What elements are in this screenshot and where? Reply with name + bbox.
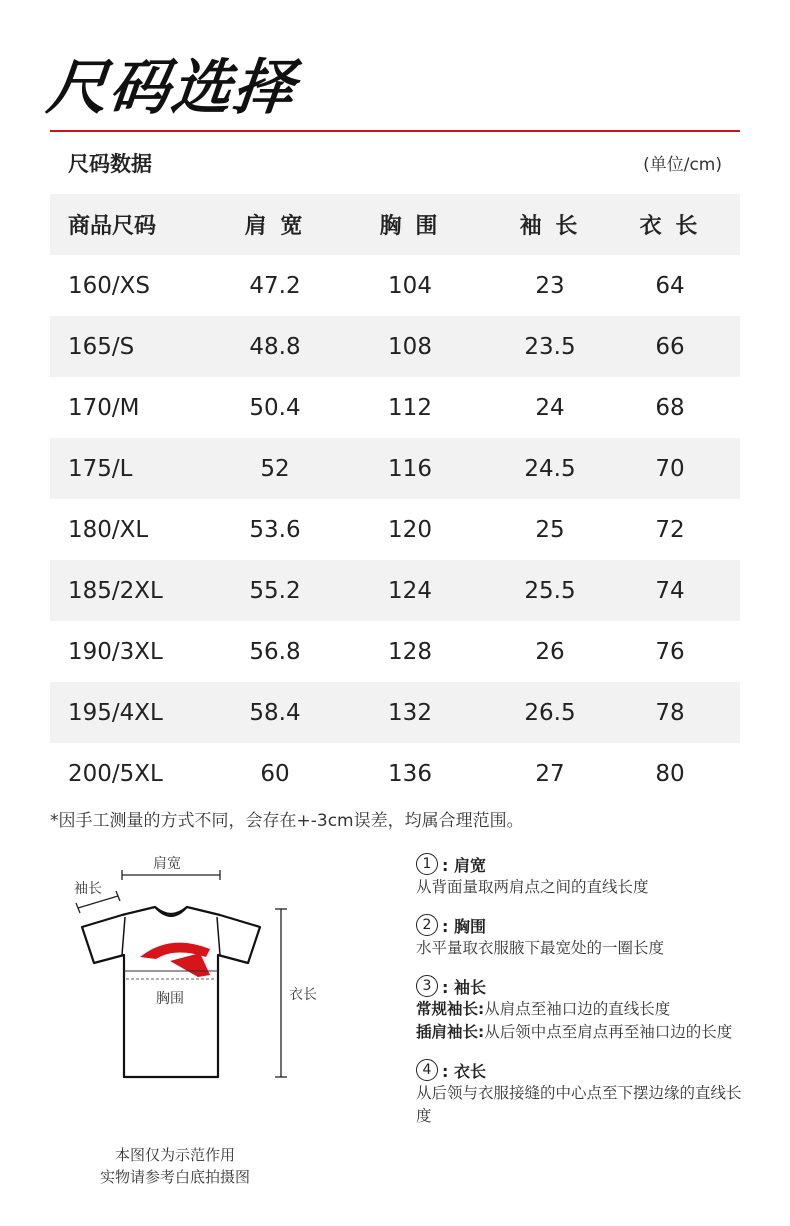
definition-shoulder (416, 852, 746, 899)
table-row (50, 438, 740, 499)
table-row (50, 499, 740, 560)
cell-length: 80 (655, 760, 685, 787)
cell-sleeve: 26 (535, 638, 565, 665)
definition-text: 水平量取衣服腋下最宽处的一圈长度 (416, 939, 665, 957)
definition-title: : 衣长 (442, 1061, 486, 1081)
cell-sleeve: 25 (535, 516, 565, 543)
cell-sleeve: 24.5 (524, 455, 576, 482)
cell-shoulder: 60 (260, 760, 290, 787)
cell-length: 72 (655, 516, 685, 543)
definition-chest (416, 913, 746, 960)
cell-sleeve: 23 (535, 272, 565, 299)
diagram-caption (60, 1144, 290, 1188)
cell-length: 70 (655, 455, 685, 482)
definition-text: 从后领中点至肩点再至袖口边的长度 (484, 1023, 733, 1041)
cell-shoulder: 48.8 (249, 333, 301, 360)
cell-length: 76 (655, 638, 685, 665)
sleeve-label: 袖长 (74, 881, 102, 897)
cell-sleeve: 27 (535, 760, 565, 787)
header-sleeve: 袖 长 (519, 214, 581, 239)
size-table (50, 194, 740, 804)
table-row (50, 743, 740, 804)
cell-chest: 136 (388, 760, 432, 787)
cell-size: 190/3XL (68, 638, 163, 665)
table-row (50, 621, 740, 682)
unit-label: (单位/cm) (643, 155, 722, 175)
cell-size: 170/M (68, 394, 140, 421)
cell-size: 160/XS (68, 272, 151, 299)
cell-sleeve: 25.5 (524, 577, 576, 604)
cell-chest: 116 (388, 455, 432, 482)
cell-size: 180/XL (68, 516, 149, 543)
section-label: 尺码数据 (68, 152, 152, 176)
cell-sleeve: 23.5 (524, 333, 576, 360)
cell-size: 200/5XL (68, 760, 163, 787)
cell-chest: 128 (388, 638, 432, 665)
shoulder-label: 肩宽 (153, 856, 181, 872)
cell-sleeve: 24 (535, 394, 565, 421)
cell-size: 185/2XL (68, 577, 163, 604)
header-size: 商品尺码 (68, 214, 157, 239)
cell-chest: 120 (388, 516, 432, 543)
circled-number: 4 (416, 1059, 438, 1081)
chest-label: 胸围 (156, 991, 184, 1007)
cell-chest: 124 (388, 577, 432, 604)
table-row (50, 377, 740, 438)
cell-shoulder: 55.2 (249, 577, 301, 604)
cell-shoulder: 56.8 (249, 638, 301, 665)
cell-shoulder: 52 (260, 455, 290, 482)
cell-length: 64 (655, 272, 685, 299)
definition-title: : 肩宽 (442, 855, 486, 875)
cell-sleeve: 26.5 (524, 699, 576, 726)
cell-size: 195/4XL (68, 699, 163, 726)
circled-number: 3 (416, 975, 438, 997)
tshirt-diagram (60, 845, 360, 1095)
cell-chest: 132 (388, 699, 432, 726)
cell-shoulder: 58.4 (249, 699, 301, 726)
cell-chest: 104 (388, 272, 432, 299)
measurement-note: *因手工测量的方式不同，会存在+-3cm误差，均属合理范围。 (50, 811, 524, 831)
cell-size: 175/L (68, 455, 133, 482)
cell-shoulder: 50.4 (249, 394, 301, 421)
circled-number: 1 (416, 853, 438, 875)
definition-title: : 胸围 (442, 916, 486, 936)
table-header-row (50, 194, 740, 255)
cell-chest: 112 (388, 394, 432, 421)
table-row (50, 255, 740, 316)
definition-key: 常规袖长: (416, 1000, 485, 1018)
definition-text: 从背面量取两肩点之间的直线长度 (416, 878, 649, 896)
definition-text: 从后领与衣服接缝的中心点至下摆边缘的直线长度 (416, 1084, 742, 1125)
definition-length (416, 1058, 746, 1128)
header-shoulder: 肩 宽 (244, 214, 306, 239)
caption-line: 本图仅为示范作用 (114, 1146, 235, 1164)
circled-number: 2 (416, 914, 438, 936)
tshirt-illustration (60, 845, 360, 1095)
caption-line: 实物请参考白底拍摄图 (99, 1168, 250, 1186)
definition-text: 从肩点至袖口边的直线长度 (484, 1000, 671, 1018)
header-length: 衣 长 (639, 214, 701, 239)
table-row (50, 560, 740, 621)
measurement-definitions (416, 852, 746, 1142)
cell-length: 68 (655, 394, 685, 421)
cell-length: 78 (655, 699, 685, 726)
cell-length: 66 (655, 333, 685, 360)
cell-shoulder: 47.2 (249, 272, 301, 299)
cell-chest: 108 (388, 333, 432, 360)
cell-length: 74 (655, 577, 685, 604)
cell-size: 165/S (68, 333, 135, 360)
definition-key: 插肩袖长: (416, 1023, 485, 1041)
definition-sleeve (416, 974, 746, 1044)
cell-shoulder: 53.6 (249, 516, 301, 543)
page-title: 尺码选择 (43, 53, 300, 123)
length-label: 衣长 (289, 987, 317, 1003)
table-row (50, 316, 740, 377)
table-row (50, 682, 740, 743)
definition-title: : 袖长 (442, 977, 486, 997)
title-divider (50, 130, 740, 132)
header-chest: 胸 围 (379, 214, 441, 239)
